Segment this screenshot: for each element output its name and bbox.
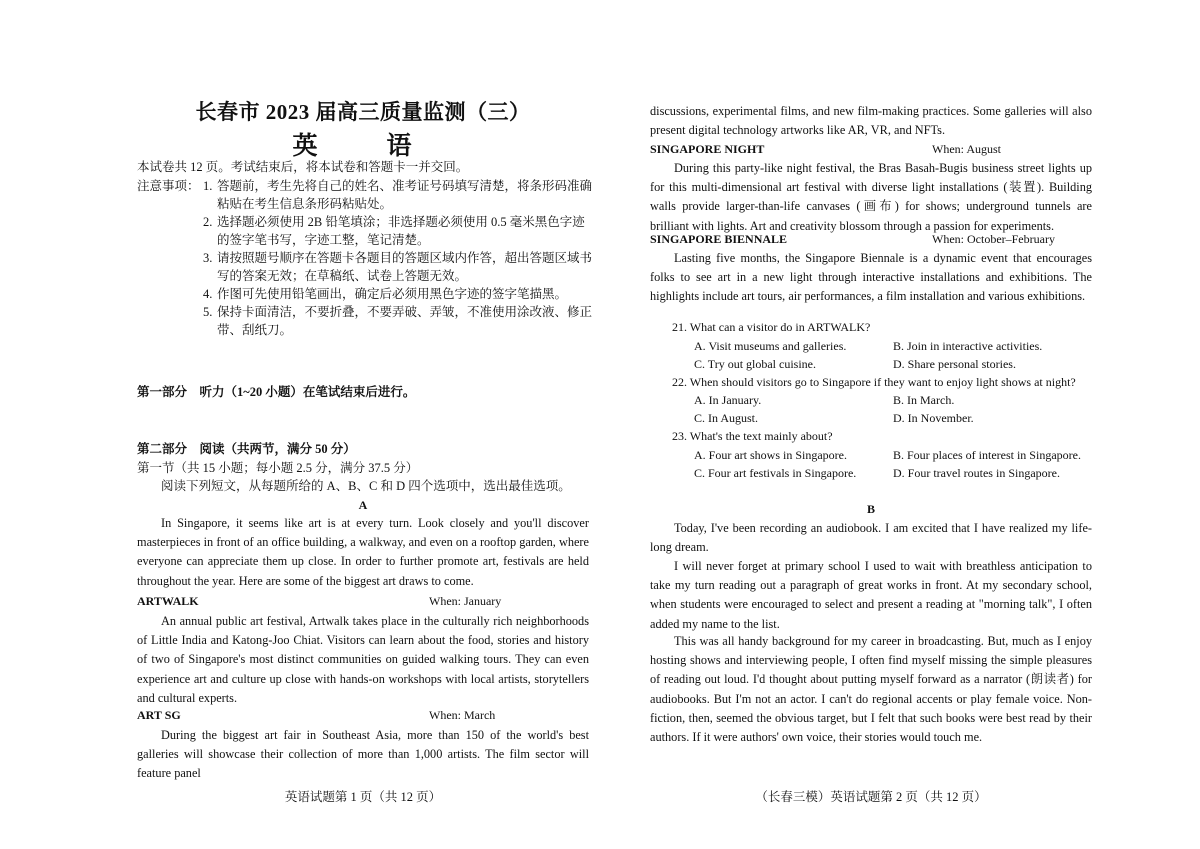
exam-title: 长春市 2023 届高三质量监测（三） [195, 100, 531, 124]
page-2 [650, 0, 1092, 849]
question-options [672, 337, 1092, 373]
note-number: 4. [203, 287, 213, 301]
artwalk-when: When: January [429, 594, 502, 608]
biennale-when: When: October–February [932, 232, 1055, 246]
page-2-footer: （长春三模）英语试题第 2 页（共 12 页） [755, 790, 987, 804]
option-b: B. Join in interactive activities. [893, 338, 1043, 353]
notes-label: 注意事项： [137, 179, 200, 193]
note-item [203, 249, 597, 285]
night-heading: SINGAPORE NIGHT [650, 142, 765, 156]
note-number: 2. [203, 215, 213, 229]
artwalk-heading-row [137, 594, 589, 609]
question-21 [672, 318, 1092, 373]
question-stem: 22. When should visitors go to Singapore if they want to enjoy light shows at night? [672, 374, 1076, 389]
note-item [203, 177, 597, 213]
question-23 [672, 427, 1092, 482]
question-options [672, 446, 1092, 482]
artsg-heading: ART SG [137, 708, 181, 722]
option-c: C. In August. [694, 411, 759, 425]
note-text: 作图可先使用铅笔画出，确定后必须用黑色字迹的签字笔描黑。 [217, 287, 568, 301]
page-1 [137, 0, 593, 849]
passage-b-p1: Today, I've been recording an audiobook. I am excited that I have realized my life-long dream. [650, 521, 1092, 555]
option-a: A. Four art shows in Singapore. [694, 447, 847, 462]
page-1-footer: 英语试题第 1 页（共 12 页） [284, 790, 442, 804]
option-a: A. Visit museums and galleries. [694, 338, 847, 353]
question-stem: 21. What can a visitor do in ARTWALK? [672, 320, 871, 334]
note-item [203, 303, 597, 339]
part2-heading: 第二部分 阅读（共两节，满分 50 分） [137, 442, 356, 456]
passage-b-p2: I will never forget at primary school I used to wait with breathless anticipation to take my turn reading out a paragraph of great works in front. At my secondary school, when students were encouraged to select and present a reading at "morning talk", I often added my name to the list. [650, 559, 1092, 631]
question-options [672, 391, 1092, 427]
note-item [203, 213, 597, 249]
option-b: B. In March. [893, 393, 955, 407]
biennale-heading: SINGAPORE BIENNALE [650, 232, 788, 246]
note-text: 选择题必须使用 2B 铅笔填涂；非选择题必须使用 0.5 毫米黑色字迹的签字笔书写，字迹工整，笔记清楚。 [217, 215, 585, 247]
section1-heading: 第一节（共 15 小题；每小题 2.5 分，满分 37.5 分） [137, 461, 419, 475]
question-stem: 23. What's the text mainly about? [672, 429, 833, 443]
note-item [203, 285, 597, 303]
option-b: B. Four places of interest in Singapore. [893, 447, 1081, 462]
option-d: D. Four travel routes in Singapore. [893, 465, 1060, 480]
exam-intro: 本试卷共 12 页。考试结束后，将本试卷和答题卡一并交回。 [137, 160, 469, 174]
artsg-when: When: March [429, 708, 496, 722]
passage-b-label: B [866, 502, 875, 516]
part1-heading: 第一部分 听力（1~20 小题）在笔试结束后进行。 [137, 385, 416, 399]
subject-title: 英 语 [292, 133, 434, 160]
option-a: A. In January. [694, 393, 762, 407]
option-d: D. In November. [893, 411, 974, 425]
option-d: D. Share personal stories. [893, 356, 1016, 371]
night-heading-row [650, 142, 1092, 157]
note-number: 3. [203, 251, 213, 265]
notes-block [137, 177, 597, 339]
artsg-text: During the biggest art fair in Southeast Asia, more than 150 of the world's best galleries will showcase their collection of more than 1,000 artists. The film sector will feature panel [137, 728, 589, 781]
note-number: 5. [203, 305, 213, 319]
option-c: C. Four art festivals in Singapore. [694, 465, 857, 480]
passage-a-label: A [358, 498, 368, 512]
night-when: When: August [932, 142, 1001, 156]
option-c: C. Try out global cuisine. [694, 356, 817, 371]
night-text: During this party-like night festival, the Bras Basah-Bugis business street lights up for this multi-dimensional art festival with diverse light installations (装置). Building walls provide larger-than-life canvases (画布) for shows; underground tunnels are brilliant with lights. Art and creativity blossom through a passion for experiments. [650, 161, 1092, 233]
artsg-heading-row [137, 708, 589, 723]
notes-list [203, 177, 597, 339]
note-text: 答题前，考生先将自己的姓名、准考证号码填写清楚，将条形码准确粘贴在考生信息条形码粘贴处。 [217, 179, 593, 211]
biennale-heading-row [650, 232, 1092, 247]
artwalk-heading: ARTWALK [137, 594, 199, 608]
passage-b-p3: This was all handy background for my career in broadcasting. But, much as I enjoy hosting shows and interviewing people, I often find myself missing the simple pleasures of reading out loud. I'd thought about putting myself forward as a narrator (朗读者) for audiobooks. But I'm not an actor. I can't do regional accents or play female voice. Non-fiction, then, seemed the obvious target, but I felt that such books were best read by their authors. If it were authors' own voice, their stories would touch me. [650, 634, 1092, 745]
passage-a-intro: In Singapore, it seems like art is at every turn. Look closely and you'll discover masterpieces in front of an office building, a walkway, and even on a rooftop garden, where everyone can appreciate them up close. In order to further promote art, festivals are held throughout the year. Here are some of the biggest art draws to come. [137, 516, 589, 588]
artwalk-text: An annual public art festival, Artwalk takes place in the culturally rich neighborhoods of Little India and Katong-Joo Chiat. Visitors can learn about the food, stories and history of two of Singapore's most distinct communities on guided walking tours. They can even experience art and culture up close with hands-on workshops with local artists, storytellers and cultural experts. [137, 614, 589, 705]
instruction: 阅读下列短文，从每题所给的 A、B、C 和 D 四个选项中，选出最佳选项。 [161, 479, 571, 493]
questions-block [672, 318, 1092, 482]
artsg-text-continued: discussions, experimental films, and new film-making practices. Some galleries will also present digital technology artworks like AR, VR, and NFTs. [650, 104, 1092, 138]
question-22 [672, 373, 1092, 428]
biennale-text: Lasting five months, the Singapore Biennale is a dynamic event that encourages folks to see art in a new light through interactive installations and exhibitions. The highlights include art tours, air performances, a film installation and various exhibitions. [650, 251, 1092, 304]
note-text: 保持卡面清洁，不要折叠，不要弄破、弄皱，不准使用涂改液、修正带、刮纸刀。 [217, 305, 593, 337]
note-number: 1. [203, 179, 213, 193]
note-text: 请按照题号顺序在答题卡各题目的答题区域内作答，超出答题区域书写的答案无效；在草稿纸、试卷上答题无效。 [217, 251, 593, 283]
